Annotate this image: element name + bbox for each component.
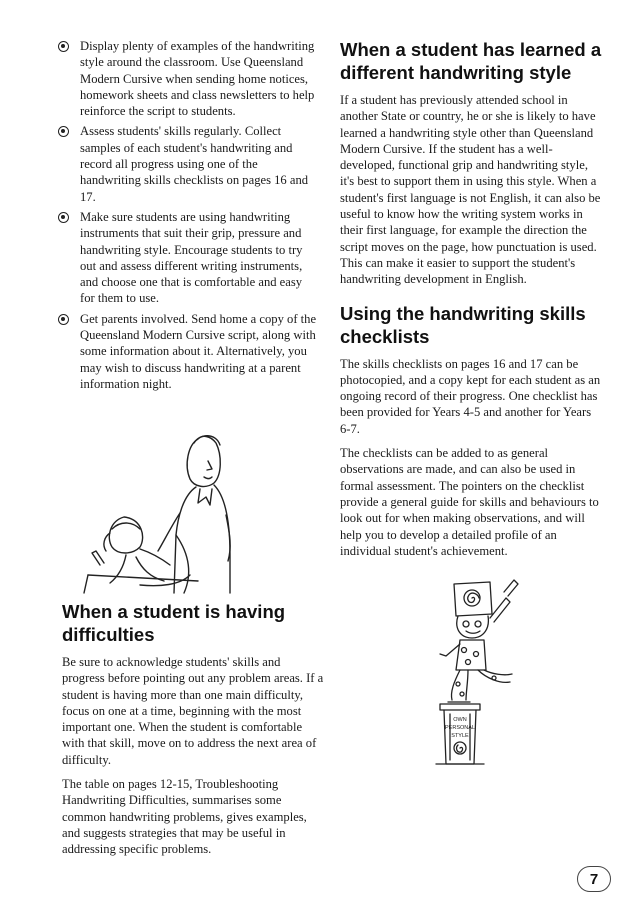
pedestal-label-line: STYLE <box>451 733 469 739</box>
difficulties-paragraph: Be sure to acknowledge students' skills and progress before pointing out any problem areas. If a student is having more than one main difficulty, focus on one at a time, beginning with the most important one. When the student is comfortable with that skill, move on to address the next area of difficulty. <box>62 655 324 767</box>
bullet-text: Display plenty of examples of the handwriting style around the classroom. Use Queensland Modern Cursive when sending home notices, homework sheets and class newsletters to help reinforce the script to students. <box>80 39 315 119</box>
different-style-heading: When a student has learned a different handwriting style <box>340 39 602 83</box>
checklists-heading: Using the handwriting skills checklists <box>340 302 586 347</box>
list-item <box>56 123 318 204</box>
list-item <box>56 209 318 307</box>
difficulties-heading: When a student is having difficulties <box>62 601 286 645</box>
bullet-icon <box>58 126 69 137</box>
bullet-icon <box>58 212 69 223</box>
bullet-icon <box>58 41 69 52</box>
page-number: 7 <box>577 866 611 892</box>
student-on-pedestal-illustration <box>410 578 530 768</box>
bullet-icon <box>58 314 69 325</box>
pedestal-label-line: PERSONAL <box>445 725 475 731</box>
tips-list <box>56 38 318 392</box>
list-item <box>56 38 318 119</box>
pedestal-label-line: OWN <box>453 717 467 723</box>
bullet-text: Assess students' skills regularly. Collect samples of each student's handwriting and record all progress using one of the handwriting skills checklists on pages 16 and 17. <box>80 124 309 204</box>
checklists-paragraph: The skills checklists on pages 16 and 17 can be photocopied, and a copy kept for each student as an ongoing record of their progress. One checklist has been provided for Years 4-5 and another for Years 6-7. <box>340 356 601 436</box>
left-column <box>56 38 318 396</box>
bullet-text: Get parents involved. Send home a copy of the Queensland Modern Cursive script, along with some information about it. Alternatively, you may wish to discuss handwriting at a parent information night. <box>80 311 317 391</box>
difficulties-paragraph: The table on pages 12-15, Troubleshooting Handwriting Difficulties, summarises some common handwriting problems, gives examples, and suggests strategies that may be useful in addressing specific problems. <box>62 777 307 857</box>
list-item <box>56 311 318 392</box>
difficulties-section <box>62 600 324 866</box>
bullet-text: Make sure students are using handwriting instruments that suit their grip, pressure and handwriting style. Encourage students to try out and assess different writing instruments, and choose one that is comfortable and easy for them to use. <box>80 209 303 306</box>
checklists-paragraph: The checklists can be added to as general observations are made, and can also be used in formal assessment. The pointers on the checklist provide a general guide for skills and behaviours to look out for when making observations, and will help you to develop a detailed profile of an individual student's achievement. <box>340 446 599 558</box>
teacher-and-student-illustration <box>80 425 280 595</box>
right-column <box>340 38 602 567</box>
different-style-paragraph: If a student has previously attended school in another State or country, he or she is likely to have learned a handwriting style other than Queensland Modern Cursive. If the student has a well-developed, functional grip and handwriting style, it's best to support them in using this style. When a student's first language is not English, it can also be useful to know how the writing system works in their first language, for example the direction the script moves on the page, how punctuation is used. This can make it easier to support the student's handwriting development in English. <box>340 93 601 287</box>
